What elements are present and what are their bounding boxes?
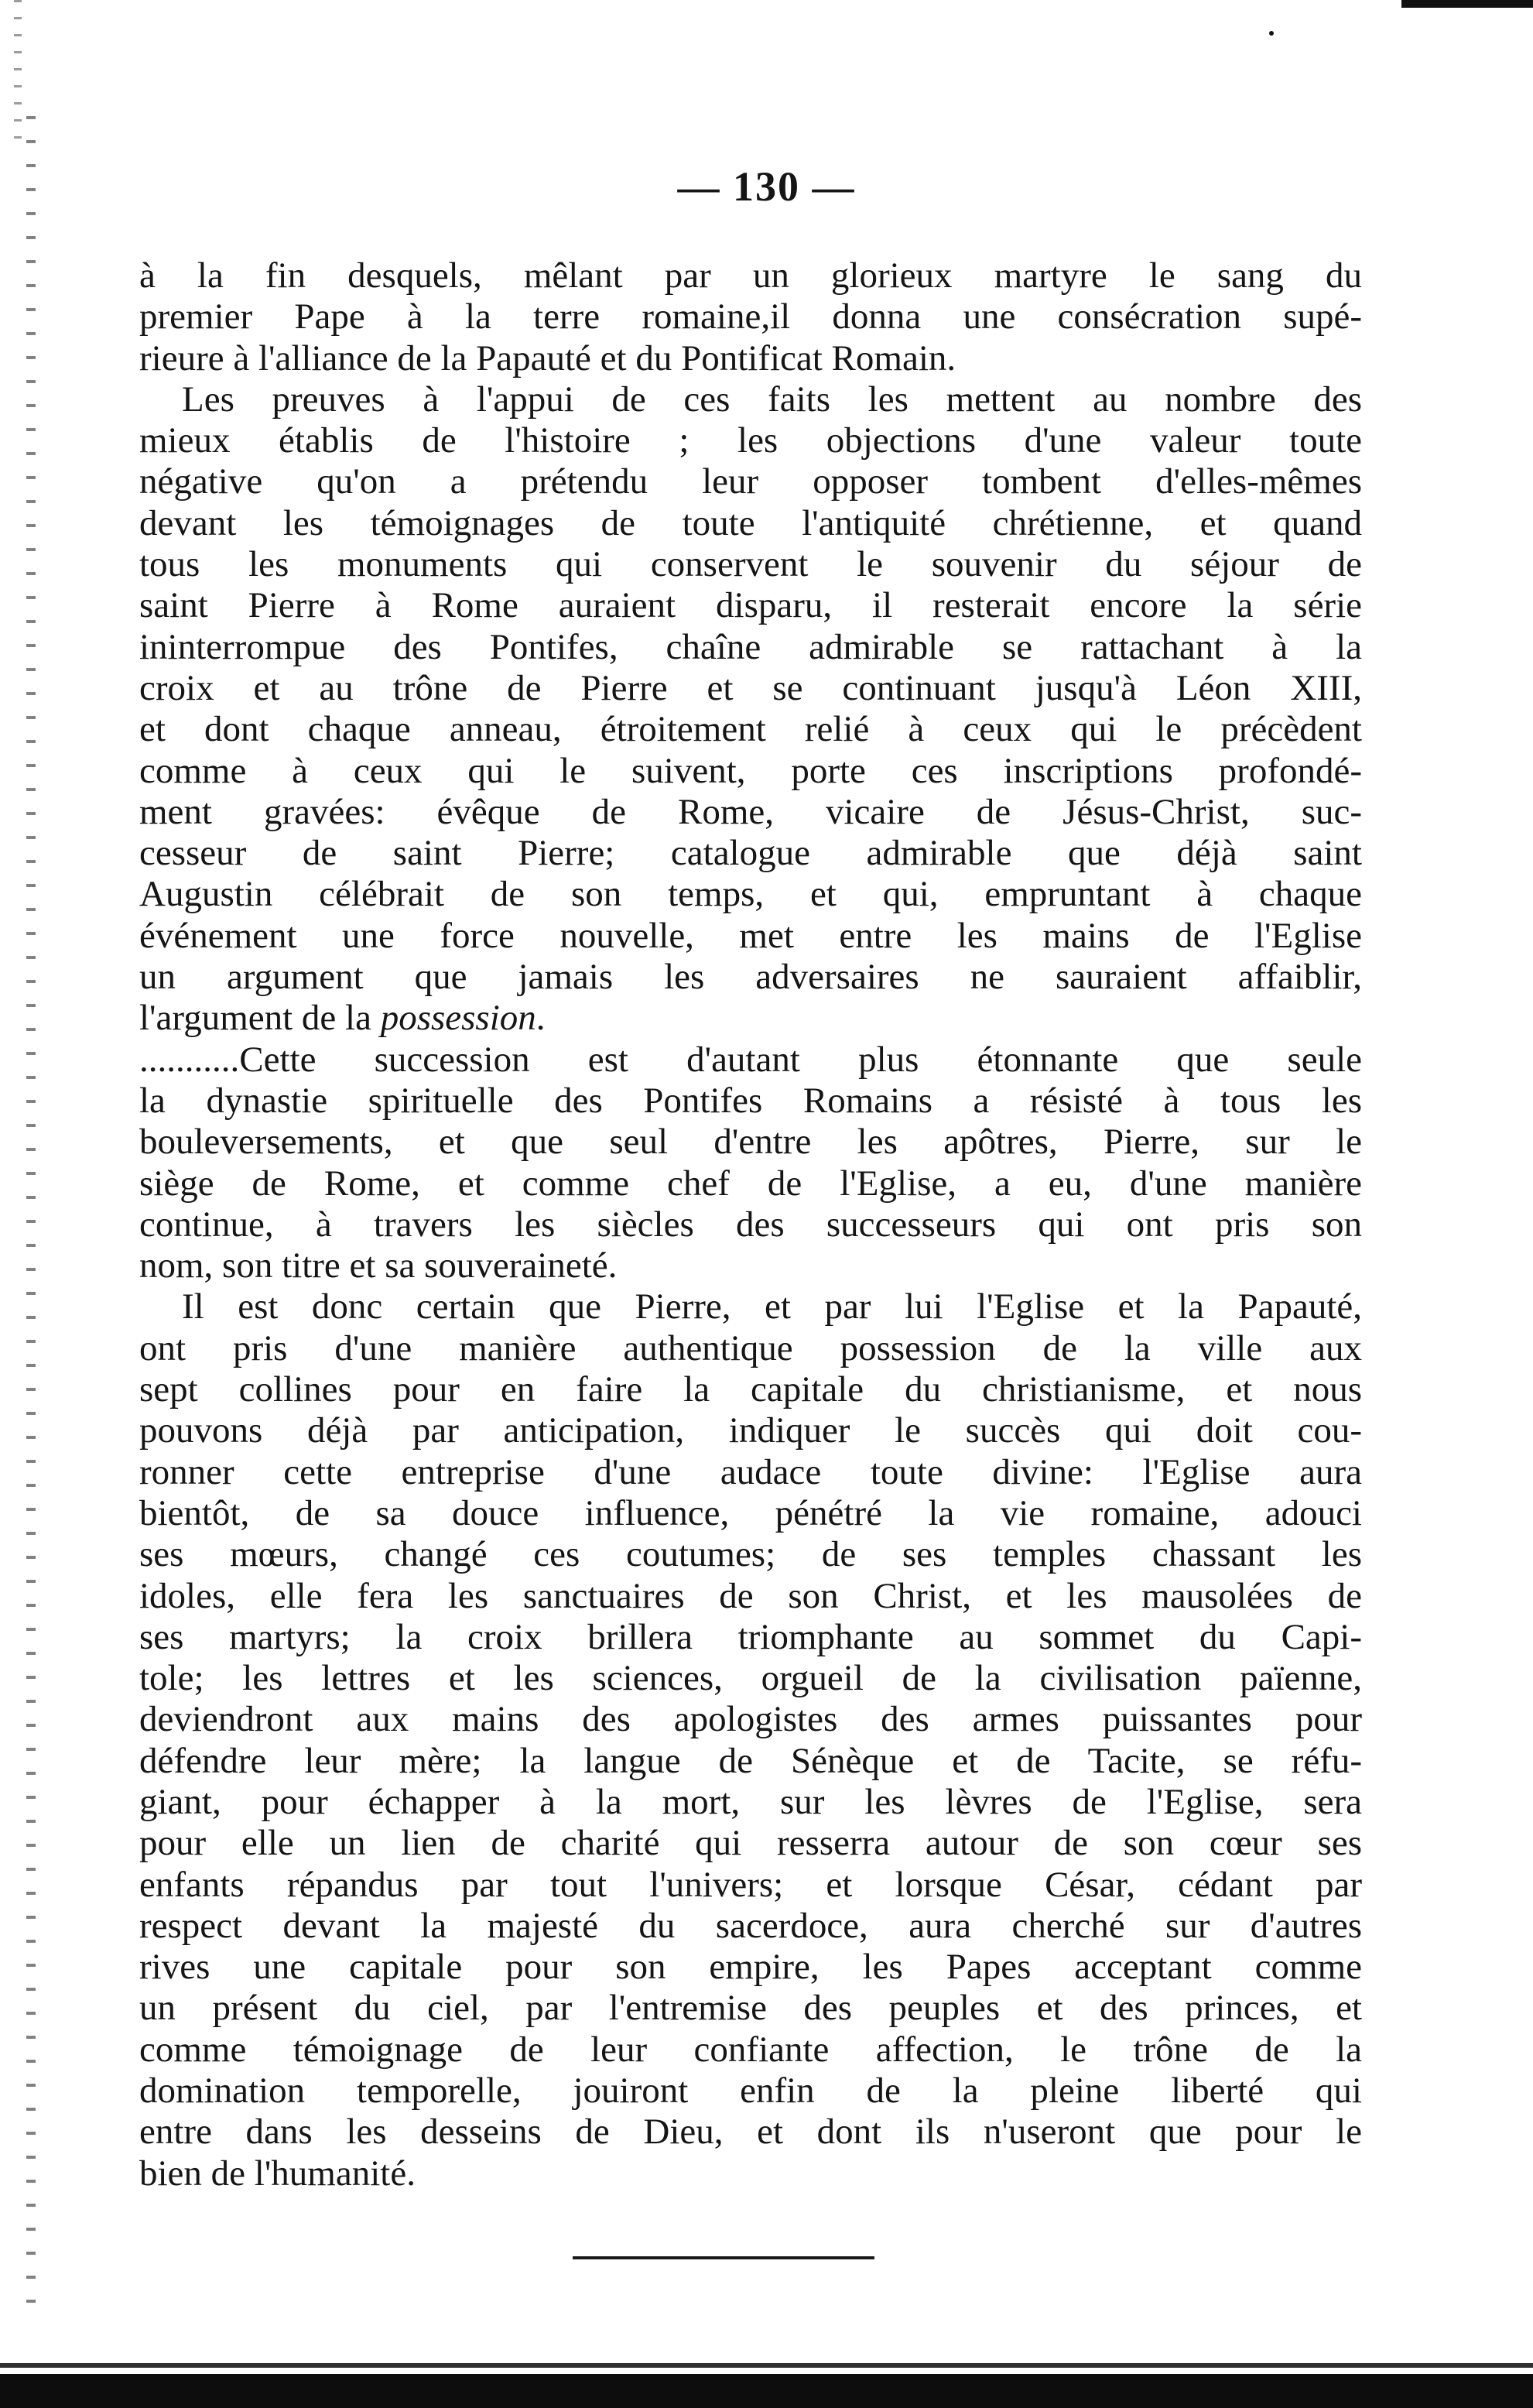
- text-line: comme à ceux qui le suivent, porte ces inscriptions profondé-: [139, 750, 1362, 791]
- text-line: rives une capitale pour son empire, les Papes acceptant comme: [139, 1947, 1362, 1988]
- text-line: cesseur de saint Pierre; catalogue admirable que déjà saint: [139, 833, 1362, 874]
- text-line: premier Pape à la terre romaine,il donna une consécration supé-: [139, 296, 1362, 337]
- text-line: respect devant la majesté du sacerdoce, aura cherché sur d'autres: [139, 1905, 1362, 1946]
- text-line: Augustin célébrait de son temps, et qui, empruntant à chaque: [139, 874, 1362, 915]
- text-line: tous les monuments qui conservent le souvenir du séjour de: [139, 544, 1362, 585]
- text-line: enfants répandus par tout l'univers; et lorsque César, cédant par: [139, 1864, 1362, 1905]
- text-line: la dynastie spirituelle des Pontifes Romains a résisté à tous les: [139, 1080, 1362, 1121]
- text-line: croix et au trône de Pierre et se continuant jusqu'à Léon XIII,: [139, 667, 1362, 708]
- text-line: entre dans les desseins de Dieu, et dont ils n'useront que pour le: [139, 2112, 1362, 2153]
- text-line: bien de l'humanité.: [139, 2153, 416, 2194]
- body-text: [139, 255, 1362, 2194]
- text-line: ses mœurs, changé ces coutumes; de ses temples chassant les: [139, 1534, 1362, 1575]
- end-rule: [573, 2256, 874, 2259]
- text-line: idoles, elle fera les sanctuaires de son Christ, et les mausolées de: [139, 1575, 1362, 1616]
- text-line: comme témoignage de leur confiante affection, le trône de la: [139, 2029, 1362, 2070]
- text-line: sept collines pour en faire la capitale du christianisme, et nous: [139, 1369, 1362, 1410]
- text-line: et dont chaque anneau, étroitement relié à ceux qui le précèdent: [139, 709, 1362, 750]
- text-line: saint Pierre à Rome auraient disparu, il resterait encore la série: [139, 585, 1362, 626]
- text-line: ment gravées: évêque de Rome, vicaire de Jésus-Christ, suc-: [139, 791, 1362, 832]
- text-line: Les preuves à l'appui de ces faits les mettent au nombre des: [182, 378, 1362, 420]
- scan-top-rule: [1401, 0, 1533, 8]
- text-line: devant les témoignages de toute l'antiquité chrétienne, et quand: [139, 502, 1362, 543]
- text-line: tole; les lettres et les sciences, orgueil de la civilisation païenne,: [139, 1658, 1362, 1699]
- text-line: siège de Rome, et comme chef de l'Eglise, a eu, d'une manière: [139, 1163, 1362, 1204]
- text-line: ses martyrs; la croix brillera triomphante au sommet du Capi-: [139, 1616, 1362, 1657]
- text-line: bouleversements, et que seul d'entre les apôtres, Pierre, sur le: [139, 1122, 1362, 1163]
- text-line: événement une force nouvelle, met entre les mains de l'Eglise: [139, 915, 1362, 956]
- text-line: ininterrompue des Pontifes, chaîne admirable se rattachant à la: [139, 626, 1362, 667]
- text-line: un argument que jamais les adversaires ne sauraient affaiblir,: [139, 957, 1362, 998]
- text-line: défendre leur mère; la langue de Sénèque et de Tacite, se réfu-: [139, 1740, 1362, 1781]
- text-line: pouvons déjà par anticipation, indiquer le succès qui doit cou-: [139, 1410, 1362, 1451]
- text-line: pour elle un lien de charité qui resserra autour de son cœur ses: [139, 1823, 1362, 1864]
- scan-edge-marks: [26, 116, 36, 2314]
- page-number: — 130 —: [677, 163, 856, 210]
- text-line: ronner cette entreprise d'une audace toute divine: l'Eglise aura: [139, 1451, 1362, 1492]
- text-line: deviendront aux mains des apologistes des armes puissantes pour: [139, 1699, 1362, 1740]
- text-line: l'argument de la possession.: [139, 998, 546, 1039]
- text-line: à la fin desquels, mêlant par un glorieux martyre le sang du: [139, 255, 1362, 296]
- scan-bottom-bar: [0, 2374, 1533, 2408]
- text-line: Il est donc certain que Pierre, et par lui l'Eglise et la Papauté,: [182, 1286, 1362, 1327]
- text-line: giant, pour échapper à la mort, sur les lèvres de l'Eglise, sera: [139, 1781, 1362, 1822]
- scan-speck: [1269, 31, 1274, 36]
- text-line: ont pris d'une manière authentique possession de la ville aux: [139, 1327, 1362, 1368]
- text-line: un présent du ciel, par l'entremise des peuples et des princes, et: [139, 1988, 1362, 2029]
- text-line: ...........Cette succession est d'autant plus étonnante que seule: [139, 1039, 1362, 1080]
- text-line: négative qu'on a prétendu leur opposer tombent d'elles-mêmes: [139, 461, 1362, 502]
- text-line: continue, à travers les siècles des successeurs qui ont pris son: [139, 1204, 1362, 1245]
- text-line: mieux établis de l'histoire ; les objections d'une valeur toute: [139, 420, 1362, 461]
- text-line: rieure à l'alliance de la Papauté et du Pontificat Romain.: [139, 337, 956, 378]
- text-line: bientôt, de sa douce influence, pénétré la vie romaine, adouci: [139, 1492, 1362, 1533]
- scan-edge-marks-top: [14, 0, 22, 139]
- text-line: nom, son titre et sa souveraineté.: [139, 1245, 618, 1286]
- text-line: domination temporelle, jouiront enfin de la pleine liberté qui: [139, 2071, 1362, 2112]
